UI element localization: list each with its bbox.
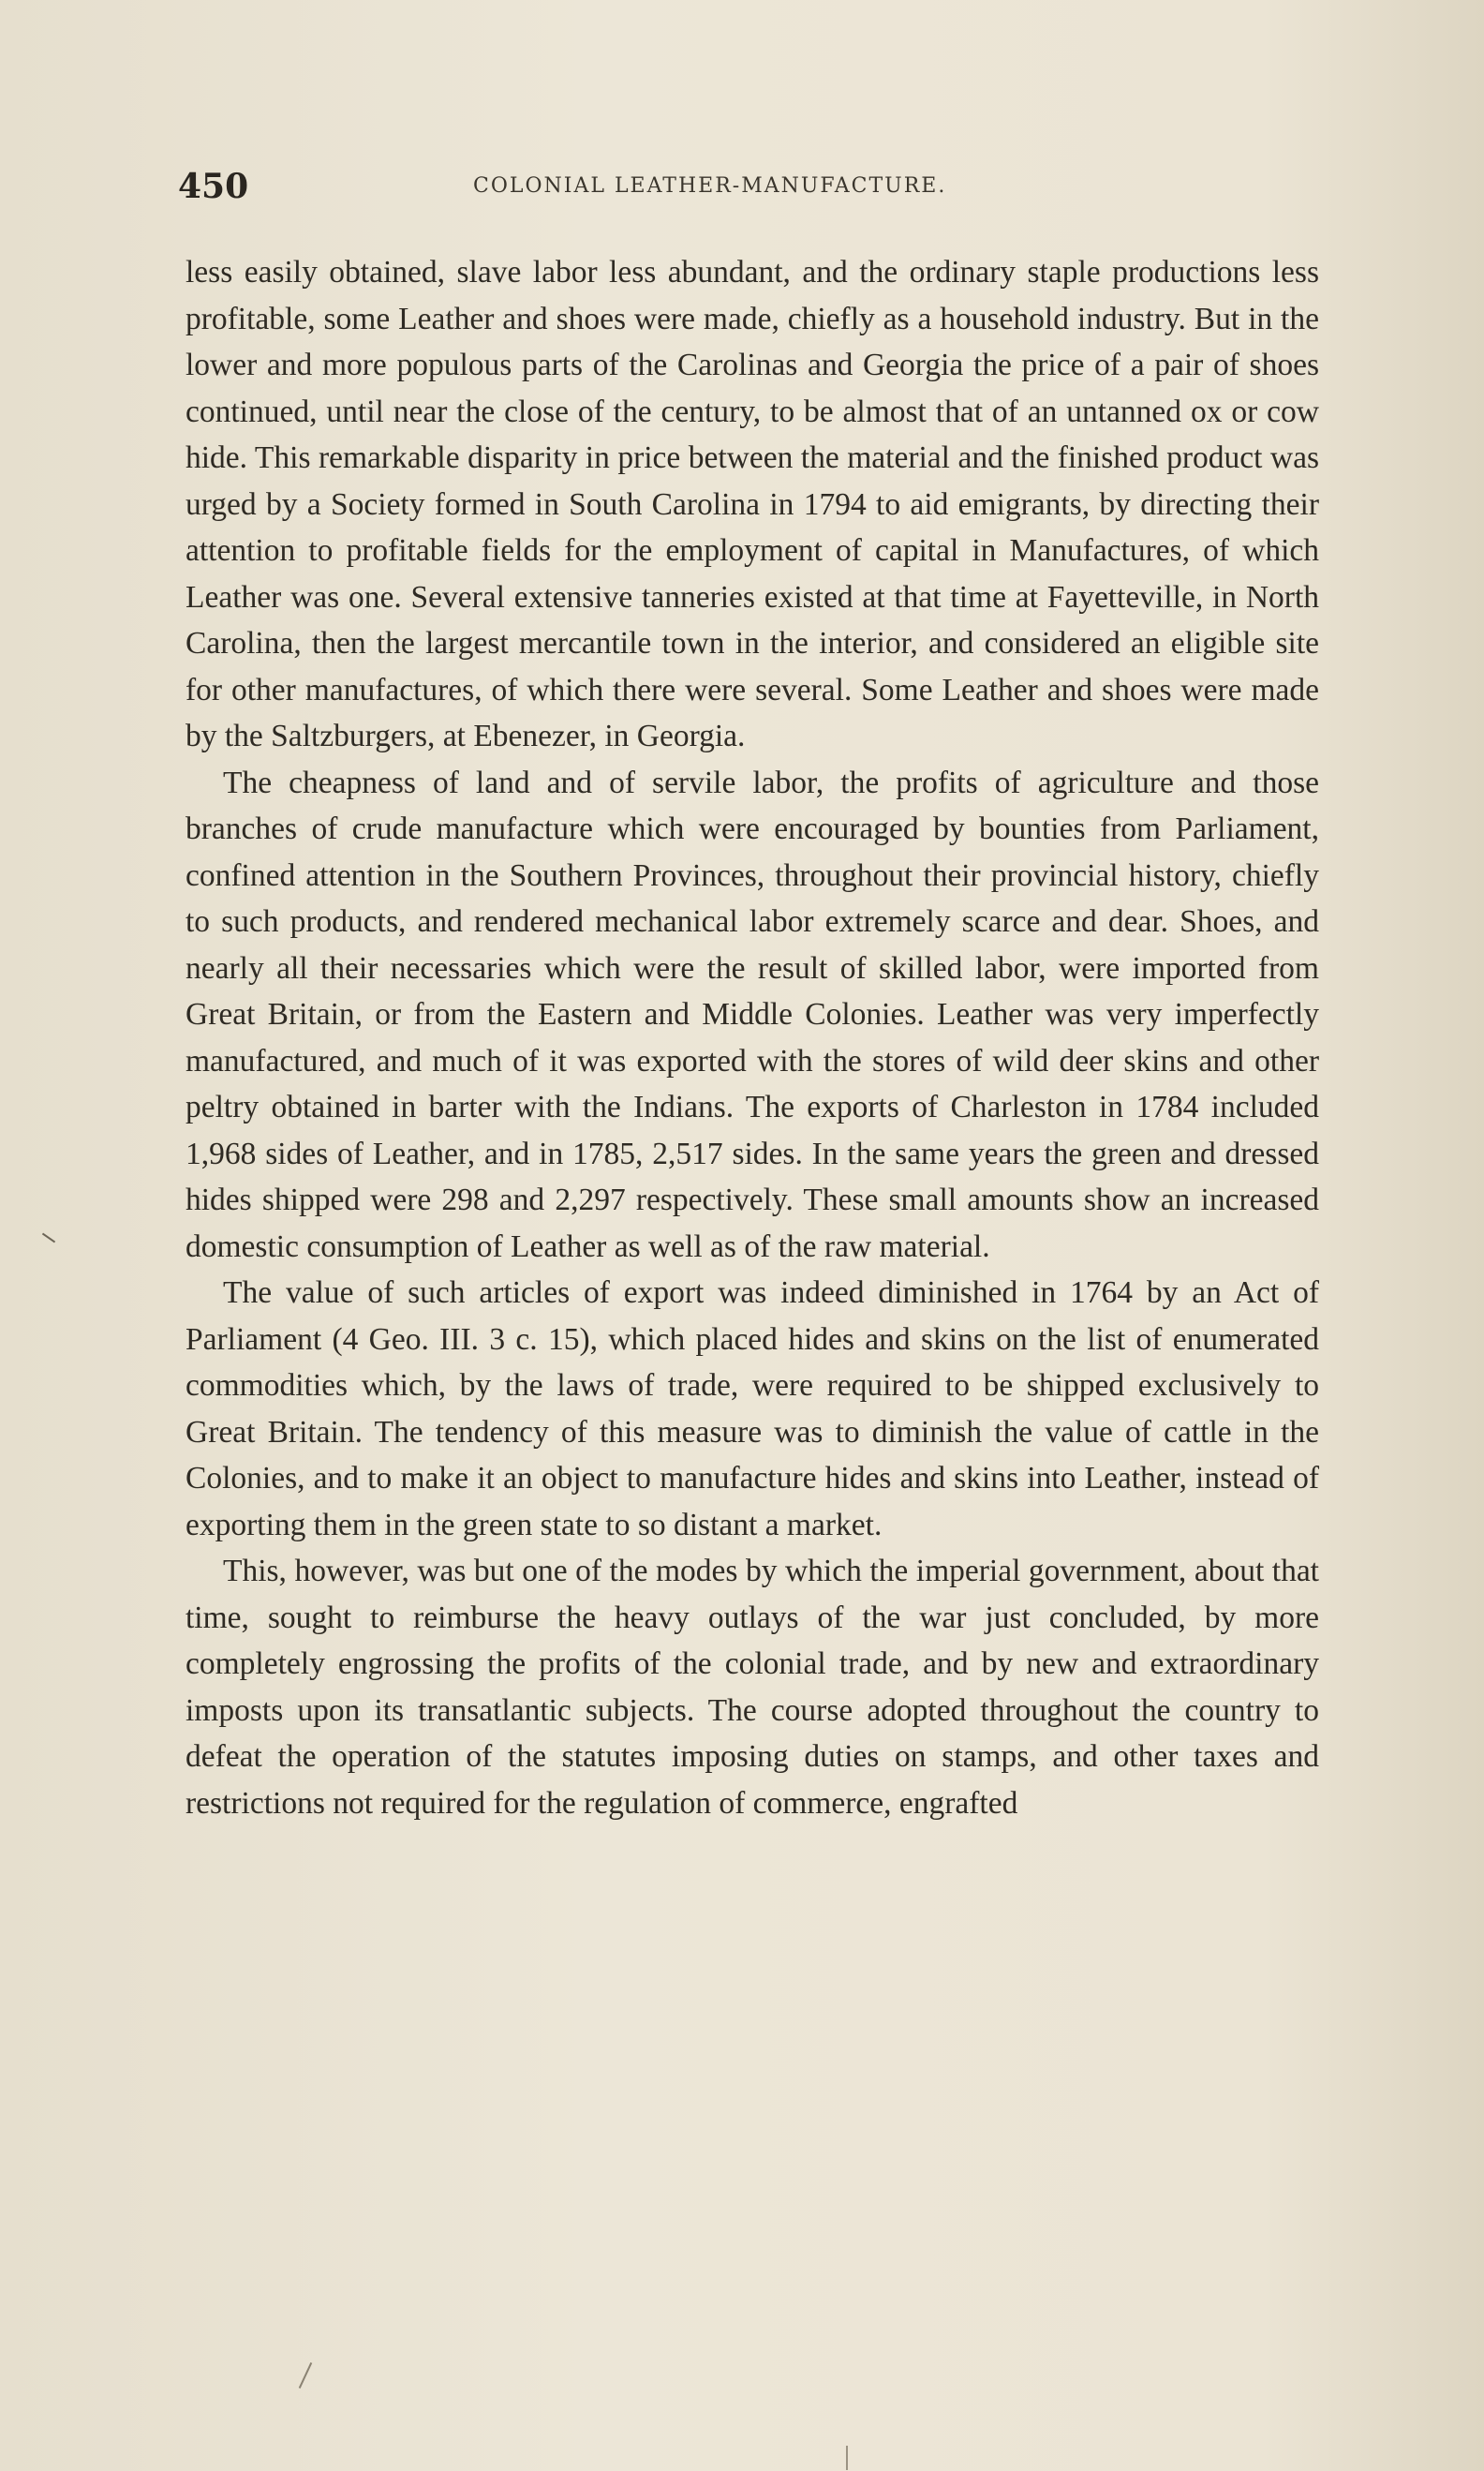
running-title: COLONIAL LEATHER-MANUFACTURE. [473,174,947,198]
pencil-mark [299,2362,312,2389]
page-header [178,167,1321,212]
margin-mark [42,1233,55,1243]
paragraph-4: This, however, was but one of the modes by which the imperial government, about that time, sought to reimburse the heavy outlays of the war just concluded, by more completely engrossing the profits of the colonial trade, and by new and extraordinary imposts upon its transatlantic subjects. The course adopted throughout the country to defeat the operation of the statutes imposing duties on stamps, and other taxes and restrictions not required for the regulation of commerce, engrafted [186,1554,1319,1821]
pencil-mark-bottom [846,2446,848,2470]
paragraph-3: The value of such articles of export was indeed diminished in 1764 by an Act of Parliament (4 Geo. III. 3 c. 15), which placed hides and skins on the list of enumerated commodities which, by the laws of trade, were required to be shipped exclusively to Great Britain. The tendency of this measure was to diminish the value of cattle in the Colonies, and to make it an object to manufacture hides and skins into Leather, instead of exporting them in the green state to so distant a market. [186,1275,1319,1542]
paragraph-1: less easily obtained, slave labor less abundant, and the ordinary staple productions less profitable, some Leather and shoes were made, chiefly as a household industry. But in the lower and more populous parts of the Carolinas and Georgia the price of a pair of shoes continued, until near the close of the century, to be almost that of an untanned ox or cow hide. This remarkable disparity in price between the material and the finished product was urged by a Society formed in South Carolina in 1794 to aid emigrants, by directing their attention to profitable fields for the employment of capital in Manufactures, of which Leather was one. Several extensive tanneries existed at that time at Fayetteville, in North Carolina, then the largest mercantile town in the interior, and considered an eligible site for other manufactures, of which there were several. Some Leather and shoes were made by the Saltzburgers, at Ebenezer, in Georgia. [186,255,1319,753]
paragraph-2: The cheapness of land and of servile labor, the profits of agriculture and those branches of crude manufacture which were encouraged by bounties from Parliament, confined attention in the Southern Provinces, throughout their provincial history, chiefly to such products, and rendered mechanical labor extremely scarce and dear. Shoes, and nearly all their necessaries which were the result of skilled labor, were imported from Great Britain, or from the Eastern and Middle Colonies. Leather was very imperfectly manufactured, and much of it was exported with the stores of wild deer skins and other peltry obtained in barter with the Indians. The exports of Charleston in 1784 included 1,968 sides of Leather, and in 1785, 2,517 sides. In the same years the green and dressed hides shipped were 298 and 2,297 respectively. These small amounts show an increased domestic consumption of Leather as well as of the raw material. [186,765,1319,1264]
page-number: 450 [178,167,249,206]
body-text [186,249,1319,1826]
